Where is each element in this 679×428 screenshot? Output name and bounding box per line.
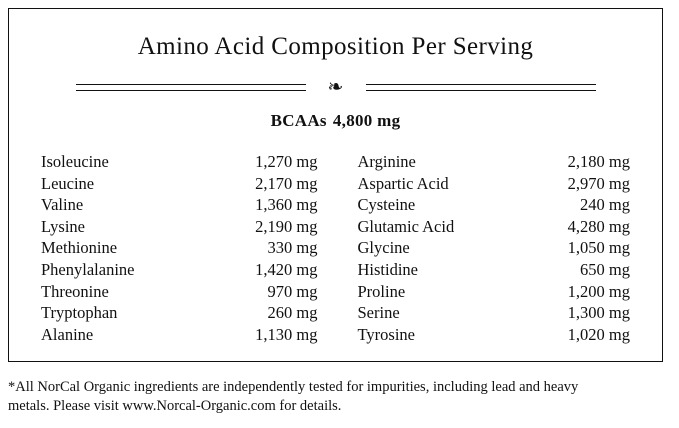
- list-item: [358, 194, 631, 216]
- amino-acid-name: Cysteine: [357, 195, 416, 215]
- amino-acid-amount: 970 mg: [267, 281, 318, 301]
- amino-acid-amount: 1,270 mg: [255, 152, 318, 171]
- footnote: [8, 378, 663, 416]
- list-item: [358, 151, 631, 173]
- amino-acid-name: Serine: [357, 303, 400, 323]
- list-item: [41, 151, 318, 173]
- amino-acid-name: Alanine: [41, 324, 94, 344]
- list-item: [358, 324, 631, 346]
- amino-acid-name: Histidine: [357, 259, 418, 279]
- floral-ornament-icon: ❧: [306, 77, 366, 99]
- list-item: [358, 302, 631, 324]
- amino-acid-name: Threonine: [41, 281, 109, 301]
- amino-acid-amount: 1,020 mg: [567, 324, 630, 344]
- list-item: [358, 173, 631, 195]
- list-item: [358, 259, 631, 281]
- amino-acid-amount: 2,180 mg: [567, 152, 630, 171]
- amino-acid-amount: 1,300 mg: [567, 303, 630, 323]
- list-item: [358, 281, 631, 303]
- list-item: [41, 216, 318, 238]
- amino-acid-name: Proline: [357, 281, 406, 301]
- list-item: [358, 237, 631, 259]
- amino-acid-panel: [8, 8, 663, 362]
- amino-acid-amount: 1,130 mg: [255, 324, 318, 344]
- amino-acid-column-left: [41, 151, 336, 345]
- list-item: [41, 324, 318, 346]
- amino-acid-amount: 4,280 mg: [567, 216, 630, 236]
- amino-acid-amount: 1,420 mg: [255, 259, 318, 279]
- amino-acid-name: Leucine: [41, 173, 95, 193]
- amino-acid-name: Valine: [41, 195, 84, 215]
- amino-acid-columns: [9, 151, 662, 345]
- list-item: [41, 259, 318, 281]
- list-item: [41, 237, 318, 259]
- page-title: Amino Acid Composition Per Serving: [137, 33, 534, 60]
- amino-acid-name: Methionine: [41, 238, 118, 258]
- amino-acid-amount: 260 mg: [267, 303, 318, 323]
- amino-acid-column-right: [336, 151, 631, 345]
- bcaa-label: BCAAs: [270, 111, 327, 130]
- amino-acid-amount: 650 mg: [580, 259, 630, 279]
- amino-acid-amount: 330 mg: [267, 238, 318, 258]
- amino-acid-name: Aspartic Acid: [357, 173, 449, 193]
- amino-acid-name: Arginine: [357, 152, 416, 171]
- amino-acid-amount: 1,200 mg: [567, 281, 630, 301]
- amino-acid-name: Tyrosine: [357, 324, 416, 344]
- list-item: [41, 194, 318, 216]
- amino-acid-amount: 2,190 mg: [255, 216, 318, 236]
- amino-acid-amount: 1,050 mg: [567, 238, 630, 258]
- footnote-line-2: metals. Please visit www.Norcal-Organic.com for details.: [8, 398, 342, 414]
- amino-acid-name: Phenylalanine: [41, 259, 135, 279]
- footnote-line-1: *All NorCal Organic ingredients are independently tested for impurities, including lead and heavy: [8, 379, 579, 395]
- amino-acid-name: Lysine: [41, 216, 85, 236]
- amino-acid-amount: 1,360 mg: [255, 195, 318, 215]
- amino-acid-name: Tryptophan: [41, 303, 118, 323]
- list-item: [41, 302, 318, 324]
- amino-acid-amount: 240 mg: [580, 195, 630, 215]
- bcaa-amount: 4,800 mg: [332, 111, 401, 130]
- decorative-divider: [76, 77, 596, 99]
- list-item: [41, 173, 318, 195]
- list-item: [41, 281, 318, 303]
- amino-acid-name: Glycine: [357, 238, 410, 258]
- amino-acid-name: Glutamic Acid: [357, 216, 455, 236]
- amino-acid-amount: 2,970 mg: [567, 173, 630, 193]
- list-item: [358, 216, 631, 238]
- bcaa-summary: [9, 111, 662, 131]
- amino-acid-name: Isoleucine: [41, 152, 109, 171]
- amino-acid-amount: 2,170 mg: [255, 173, 318, 193]
